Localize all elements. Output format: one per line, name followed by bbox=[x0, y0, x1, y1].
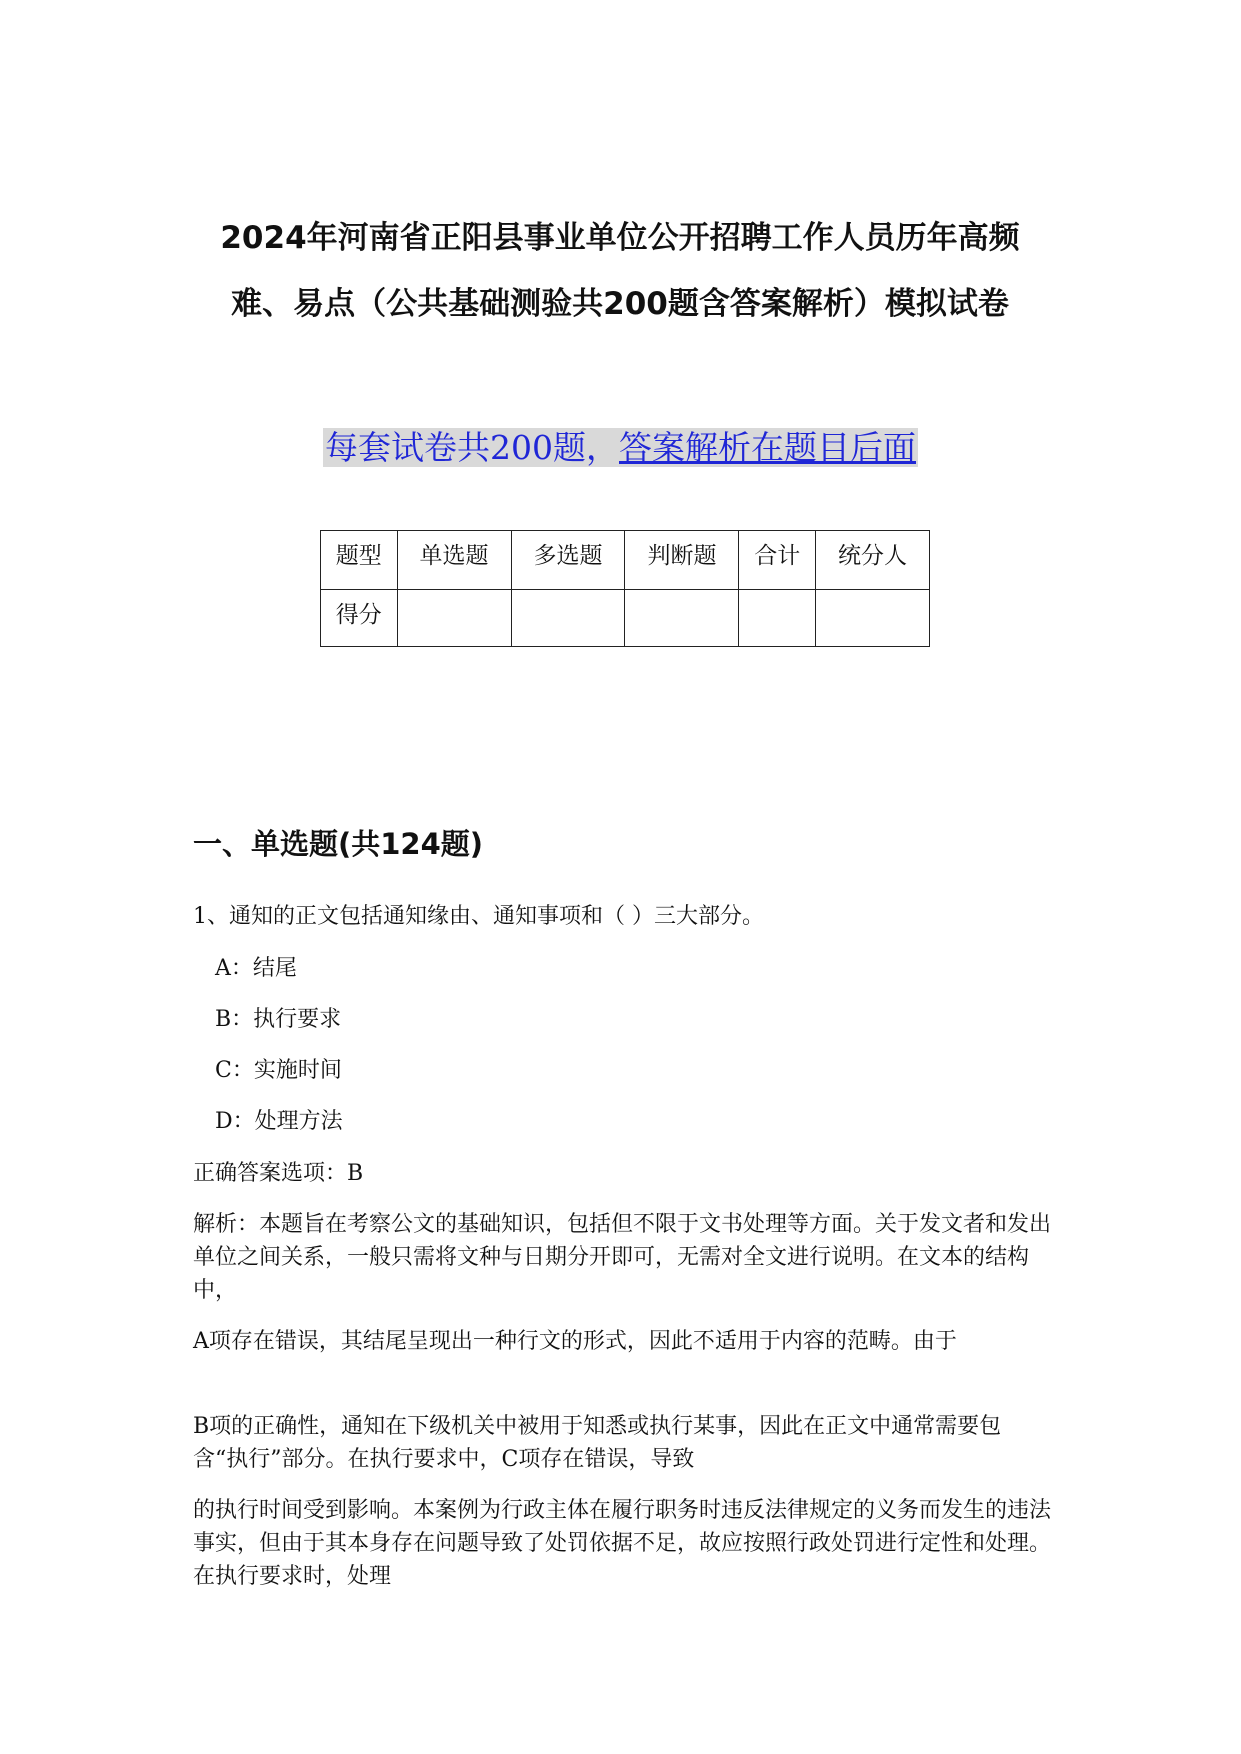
analysis-paragraph: B项的正确性，通知在下级机关中被用于知悉或执行某事，因此在正文中通常需要包含“执行”部分。在执行要求中，C项存在错误，导致 bbox=[193, 1414, 1002, 1472]
title-line-1: 2024年河南省正阳县事业单位公开招聘工作人员历年高频 bbox=[220, 220, 1020, 256]
banner-link[interactable]: 答案解析在题目后面 bbox=[619, 428, 916, 467]
analysis-paragraph: 解析：本题旨在考察公文的基础知识，包括但不限于文书处理等方面。关于发文者和发出单位之间关系，一般只需将文种与日期分开即可，无需对全文进行说明。在文本的结构中， bbox=[193, 1212, 1052, 1303]
score-cell bbox=[511, 590, 625, 647]
option-b: B：执行要求 bbox=[215, 1007, 342, 1032]
banner-text: 每套试卷共200题， bbox=[325, 428, 619, 467]
score-cell bbox=[625, 590, 739, 647]
section-heading: 一、单选题(共124题) bbox=[193, 827, 484, 861]
option-d: D：处理方法 bbox=[215, 1109, 343, 1134]
question-stem: 1、通知的正文包括通知缘由、通知事项和（ ）三大部分。 bbox=[193, 904, 764, 929]
correct-answer: 正确答案选项：B bbox=[193, 1161, 364, 1186]
header-cell: 题型 bbox=[321, 531, 398, 590]
analysis-paragraph: 的执行时间受到影响。本案例为行政主体在履行职务时违反法律规定的义务而发生的违法事实，但由于其本身存在问题导致了处罚依据不足，故应按照行政处罚进行定性和处理。在执行要求时，处理 bbox=[193, 1498, 1052, 1589]
score-cell bbox=[815, 590, 929, 647]
option-c: C：实施时间 bbox=[215, 1058, 342, 1083]
document-title bbox=[170, 205, 1070, 337]
row-label: 得分 bbox=[321, 590, 398, 647]
score-cell bbox=[739, 590, 816, 647]
score-cell bbox=[397, 590, 511, 647]
banner bbox=[0, 423, 1241, 473]
header-cell: 判断题 bbox=[625, 531, 739, 590]
header-cell: 合计 bbox=[739, 531, 816, 590]
score-table bbox=[320, 530, 930, 647]
header-cell: 统分人 bbox=[815, 531, 929, 590]
title-line-2: 难、易点（公共基础测验共200题含答案解析）模拟试卷 bbox=[231, 286, 1009, 322]
score-table-header-row bbox=[321, 531, 930, 590]
header-cell: 单选题 bbox=[397, 531, 511, 590]
score-table-score-row bbox=[321, 590, 930, 647]
analysis-paragraph: A项存在错误，其结尾呈现出一种行文的形式，因此不适用于内容的范畴。由于 bbox=[193, 1329, 957, 1354]
option-a: A：结尾 bbox=[215, 956, 297, 981]
header-cell: 多选题 bbox=[511, 531, 625, 590]
